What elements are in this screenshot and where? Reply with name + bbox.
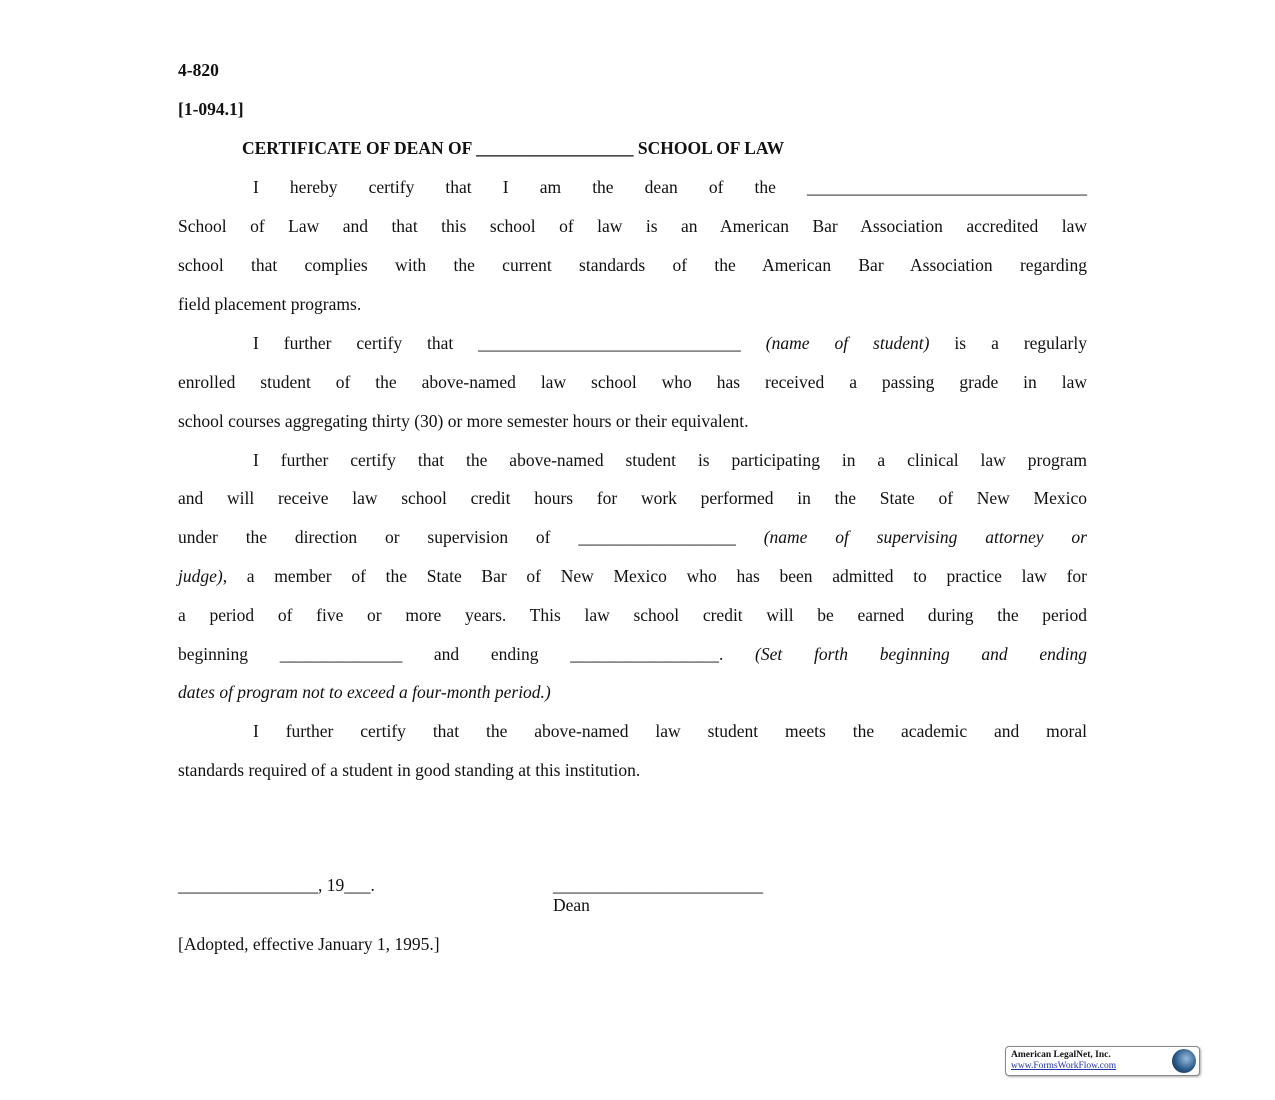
body-text: a period of five or more years. This law school credit will be earned during the period xyxy=(178,605,1087,625)
italic-instruction: dates of program not to exceed a four-month period.) xyxy=(178,682,551,702)
body-line xyxy=(253,449,1087,471)
italic-instruction: (name of student) xyxy=(765,333,930,353)
body-text: standards required of a student in good standing at this institution. xyxy=(178,760,641,780)
body-text: I further certify that the above-named student is participating in a clinical law program xyxy=(253,450,1087,470)
body-line xyxy=(253,720,1087,742)
body-line xyxy=(253,332,1087,354)
body-line xyxy=(178,254,1087,276)
globe-icon xyxy=(1172,1049,1196,1073)
signature-line: ________________________ xyxy=(553,875,763,895)
document-title: CERTIFICATE OF DEAN OF __________________ SCHOOL OF LAW xyxy=(242,138,785,158)
italic-instruction: (name of supervising attorney or xyxy=(763,527,1087,547)
body-line xyxy=(253,176,1087,198)
body-text: I further certify that ______________________________ xyxy=(253,333,766,353)
body-line xyxy=(178,487,1087,509)
body-text: School of Law and that this school of law is an American Bar Association accredited law xyxy=(178,216,1087,236)
adoption-note: [Adopted, effective January 1, 1995.] xyxy=(178,934,440,954)
body-line xyxy=(178,681,551,703)
body-text: school courses aggregating thirty (30) or more semester hours or their equivalent. xyxy=(178,411,749,431)
body-line xyxy=(178,293,361,315)
body-text: school that complies with the current standards of the American Bar Association regarding xyxy=(178,255,1087,275)
logo-url-link[interactable]: www.FormsWorkFlow.com xyxy=(1011,1061,1117,1071)
body-line xyxy=(178,526,1087,548)
body-text: enrolled student of the above-named law school who has received a passing grade in law xyxy=(178,372,1087,392)
body-text: beginning ______________ and ending _________________. xyxy=(178,644,756,664)
american-legalnet-logo[interactable] xyxy=(1005,1046,1200,1076)
date-line: ________________, 19___. xyxy=(178,875,375,895)
body-line xyxy=(178,371,1087,393)
body-line xyxy=(178,410,749,432)
body-text: under the direction or supervision of __________________ xyxy=(178,527,764,547)
body-text: field placement programs. xyxy=(178,294,362,314)
italic-instruction: (Set forth beginning and ending xyxy=(755,644,1087,664)
logo-company: American LegalNet, Inc. xyxy=(1011,1050,1111,1060)
body-text: I hereby certify that I am the dean of the ________________________________ xyxy=(253,177,1087,197)
rule-number: 4-820 xyxy=(178,60,219,80)
italic-instruction: judge) xyxy=(178,566,223,586)
body-text: I further certify that the above-named law student meets the academic and moral xyxy=(253,721,1087,741)
body-line xyxy=(178,565,1087,587)
signature-label: Dean xyxy=(553,895,590,915)
body-line xyxy=(178,215,1087,237)
body-line xyxy=(178,604,1087,626)
reference-number: [1-094.1] xyxy=(178,99,244,119)
body-text: , a member of the State Bar of New Mexico who has been admitted to practice law for xyxy=(222,566,1087,586)
body-text: is a regularly xyxy=(929,333,1087,353)
body-line xyxy=(178,759,640,781)
body-text: and will receive law school credit hours for work performed in the State of New Mexico xyxy=(178,488,1087,508)
body-line xyxy=(178,643,1087,665)
